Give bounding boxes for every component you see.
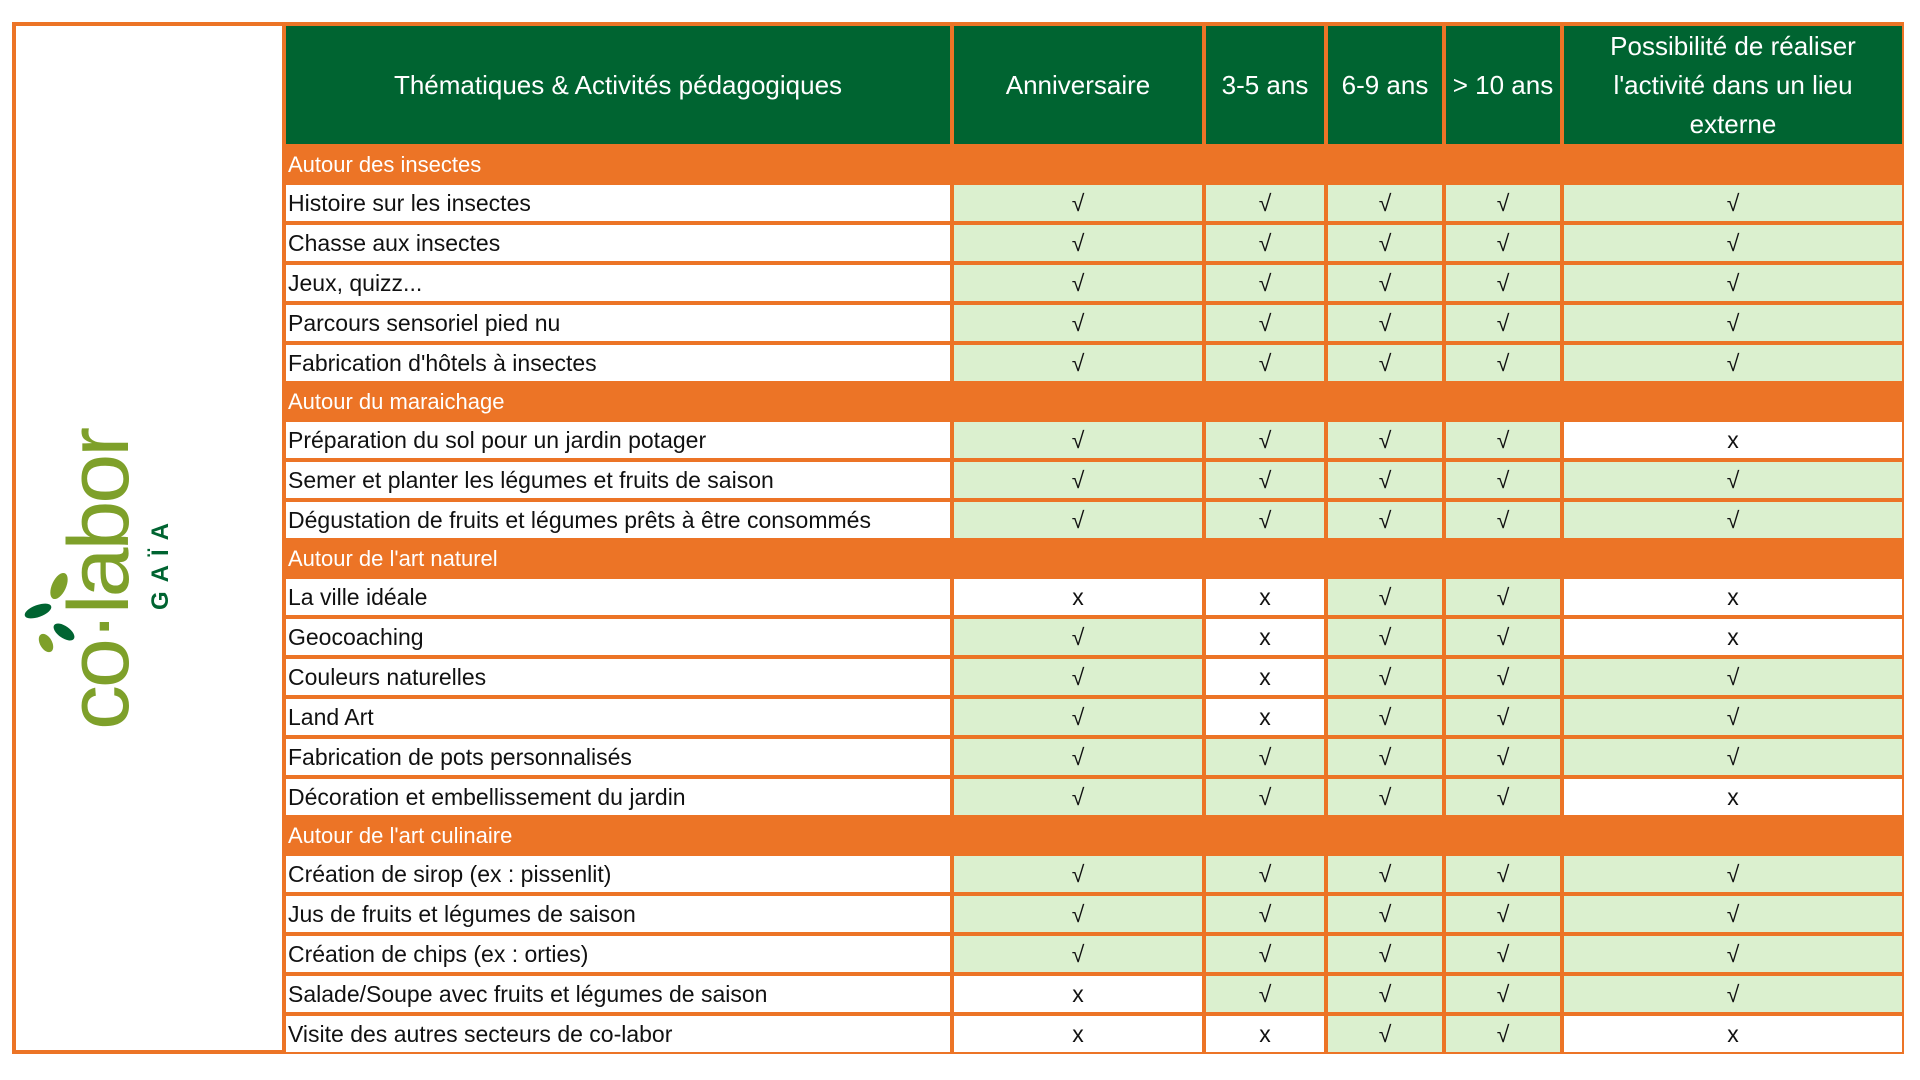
- check-mark-cell: √: [1444, 894, 1562, 934]
- check-mark-cell: √: [952, 777, 1204, 817]
- cross-mark-cell: x: [1562, 777, 1902, 817]
- table-row: [286, 577, 1902, 617]
- check-mark-cell: √: [1326, 460, 1444, 500]
- check-mark-cell: √: [952, 697, 1204, 737]
- check-mark-cell: √: [1204, 343, 1326, 383]
- check-mark-cell: √: [952, 303, 1204, 343]
- cross-mark-cell: x: [1204, 617, 1326, 657]
- check-mark-cell: √: [952, 500, 1204, 540]
- check-mark-cell: √: [952, 737, 1204, 777]
- check-mark-cell: √: [952, 657, 1204, 697]
- cross-mark-cell: x: [1562, 617, 1902, 657]
- cross-mark-cell: x: [1204, 657, 1326, 697]
- activity-label: Préparation du sol pour un jardin potager: [286, 420, 952, 460]
- activity-label: Parcours sensoriel pied nu: [286, 303, 952, 343]
- check-mark-cell: √: [1444, 460, 1562, 500]
- check-mark-cell: √: [1204, 223, 1326, 263]
- cross-mark-cell: x: [1562, 1014, 1902, 1052]
- check-mark-cell: √: [1326, 617, 1444, 657]
- logo-panel: [16, 26, 286, 1050]
- check-mark-cell: √: [952, 343, 1204, 383]
- check-mark-cell: √: [1444, 183, 1562, 223]
- check-mark-cell: √: [952, 894, 1204, 934]
- table-row: [286, 183, 1902, 223]
- section-title: Autour de l'art culinaire: [286, 817, 1902, 854]
- check-mark-cell: √: [1326, 303, 1444, 343]
- activity-label: Histoire sur les insectes: [286, 183, 952, 223]
- check-mark-cell: √: [1326, 934, 1444, 974]
- activities-table: [286, 26, 1902, 1052]
- check-mark-cell: √: [1204, 500, 1326, 540]
- table-body: [286, 146, 1902, 1052]
- section-title: Autour des insectes: [286, 146, 1902, 183]
- check-mark-cell: √: [1562, 894, 1902, 934]
- check-mark-cell: √: [1204, 263, 1326, 303]
- activities-grid: [286, 26, 1900, 1050]
- check-mark-cell: √: [1204, 934, 1326, 974]
- activities-table-frame: [12, 22, 1904, 1054]
- table-row: [286, 657, 1902, 697]
- check-mark-cell: √: [1444, 263, 1562, 303]
- check-mark-cell: √: [1444, 617, 1562, 657]
- check-mark-cell: √: [952, 183, 1204, 223]
- check-mark-cell: √: [1444, 737, 1562, 777]
- activity-label: La ville idéale: [286, 577, 952, 617]
- check-mark-cell: √: [1562, 500, 1902, 540]
- check-mark-cell: √: [1326, 1014, 1444, 1052]
- colabor-logo: [16, 26, 282, 1050]
- check-mark-cell: √: [1326, 420, 1444, 460]
- header-activities: Thématiques & Activités pédagogiques: [286, 26, 952, 146]
- header-row: [286, 26, 1902, 146]
- check-mark-cell: √: [1326, 974, 1444, 1014]
- check-mark-cell: √: [1326, 894, 1444, 934]
- check-mark-cell: √: [952, 420, 1204, 460]
- check-mark-cell: √: [1444, 657, 1562, 697]
- check-mark-cell: √: [1204, 894, 1326, 934]
- check-mark-cell: √: [1204, 303, 1326, 343]
- check-mark-cell: √: [952, 460, 1204, 500]
- section-row: [286, 540, 1902, 577]
- table-row: [286, 934, 1902, 974]
- header-external-location: Possibilité de réaliser l'activité dans un lieu externe: [1562, 26, 1902, 146]
- table-row: [286, 974, 1902, 1014]
- table-row: [286, 343, 1902, 383]
- check-mark-cell: √: [1204, 183, 1326, 223]
- activity-label: Semer et planter les légumes et fruits de saison: [286, 460, 952, 500]
- check-mark-cell: √: [1326, 657, 1444, 697]
- check-mark-cell: √: [1204, 737, 1326, 777]
- check-mark-cell: √: [952, 263, 1204, 303]
- check-mark-cell: √: [1562, 737, 1902, 777]
- check-mark-cell: √: [1562, 343, 1902, 383]
- check-mark-cell: √: [1562, 934, 1902, 974]
- section-title: Autour du maraichage: [286, 383, 1902, 420]
- check-mark-cell: √: [1562, 460, 1902, 500]
- header-age-10-plus: > 10 ans: [1444, 26, 1562, 146]
- table-row: [286, 1014, 1902, 1052]
- activity-label: Couleurs naturelles: [286, 657, 952, 697]
- activity-label: Salade/Soupe avec fruits et légumes de saison: [286, 974, 952, 1014]
- table-row: [286, 303, 1902, 343]
- check-mark-cell: √: [1562, 697, 1902, 737]
- check-mark-cell: √: [1326, 223, 1444, 263]
- check-mark-cell: √: [1562, 223, 1902, 263]
- table-row: [286, 617, 1902, 657]
- activity-label: Jeux, quizz...: [286, 263, 952, 303]
- activity-label: Jus de fruits et légumes de saison: [286, 894, 952, 934]
- check-mark-cell: √: [1562, 303, 1902, 343]
- check-mark-cell: √: [1326, 263, 1444, 303]
- activity-label: Décoration et embellissement du jardin: [286, 777, 952, 817]
- cross-mark-cell: x: [1562, 420, 1902, 460]
- table-row: [286, 737, 1902, 777]
- section-row: [286, 146, 1902, 183]
- check-mark-cell: √: [1562, 974, 1902, 1014]
- table-row: [286, 420, 1902, 460]
- check-mark-cell: √: [1562, 183, 1902, 223]
- cross-mark-cell: x: [952, 577, 1204, 617]
- check-mark-cell: √: [1326, 737, 1444, 777]
- check-mark-cell: √: [1444, 777, 1562, 817]
- logo-main-text: co·labor: [51, 443, 147, 730]
- activity-label: Chasse aux insectes: [286, 223, 952, 263]
- table-row: [286, 460, 1902, 500]
- check-mark-cell: √: [1326, 577, 1444, 617]
- check-mark-cell: √: [1562, 657, 1902, 697]
- check-mark-cell: √: [952, 854, 1204, 894]
- activity-label: Fabrication de pots personnalisés: [286, 737, 952, 777]
- check-mark-cell: √: [1444, 854, 1562, 894]
- section-row: [286, 383, 1902, 420]
- cross-mark-cell: x: [1204, 1014, 1326, 1052]
- check-mark-cell: √: [1204, 777, 1326, 817]
- table-row: [286, 697, 1902, 737]
- table-row: [286, 854, 1902, 894]
- activity-label: Dégustation de fruits et légumes prêts à être consommés: [286, 500, 952, 540]
- table-row: [286, 263, 1902, 303]
- check-mark-cell: √: [1204, 460, 1326, 500]
- activity-label: Geocoaching: [286, 617, 952, 657]
- table-row: [286, 894, 1902, 934]
- check-mark-cell: √: [1204, 854, 1326, 894]
- check-mark-cell: √: [1326, 500, 1444, 540]
- check-mark-cell: √: [1562, 263, 1902, 303]
- check-mark-cell: √: [1444, 697, 1562, 737]
- check-mark-cell: √: [1326, 697, 1444, 737]
- activity-label: Land Art: [286, 697, 952, 737]
- check-mark-cell: √: [1444, 500, 1562, 540]
- check-mark-cell: √: [1326, 777, 1444, 817]
- logo-sub-text: GAÏA: [147, 514, 174, 610]
- check-mark-cell: √: [1204, 974, 1326, 1014]
- check-mark-cell: √: [952, 223, 1204, 263]
- check-mark-cell: √: [1444, 1014, 1562, 1052]
- section-row: [286, 817, 1902, 854]
- header-anniversaire: Anniversaire: [952, 26, 1204, 146]
- activity-label: Fabrication d'hôtels à insectes: [286, 343, 952, 383]
- section-title: Autour de l'art naturel: [286, 540, 1902, 577]
- check-mark-cell: √: [1444, 223, 1562, 263]
- check-mark-cell: √: [1204, 420, 1326, 460]
- check-mark-cell: √: [952, 934, 1204, 974]
- header-age-6-9: 6-9 ans: [1326, 26, 1444, 146]
- check-mark-cell: √: [1326, 343, 1444, 383]
- cross-mark-cell: x: [1204, 577, 1326, 617]
- table-row: [286, 777, 1902, 817]
- cross-mark-cell: x: [952, 974, 1204, 1014]
- check-mark-cell: √: [1562, 854, 1902, 894]
- check-mark-cell: √: [1444, 934, 1562, 974]
- check-mark-cell: √: [952, 617, 1204, 657]
- check-mark-cell: √: [1444, 303, 1562, 343]
- table-row: [286, 223, 1902, 263]
- activity-label: Visite des autres secteurs de co-labor: [286, 1014, 952, 1052]
- header-age-3-5: 3-5 ans: [1204, 26, 1326, 146]
- cross-mark-cell: x: [1204, 697, 1326, 737]
- check-mark-cell: √: [1444, 577, 1562, 617]
- check-mark-cell: √: [1444, 974, 1562, 1014]
- cross-mark-cell: x: [952, 1014, 1204, 1052]
- check-mark-cell: √: [1326, 854, 1444, 894]
- activity-label: Création de sirop (ex : pissenlit): [286, 854, 952, 894]
- table-row: [286, 500, 1902, 540]
- check-mark-cell: √: [1444, 420, 1562, 460]
- check-mark-cell: √: [1444, 343, 1562, 383]
- activity-label: Création de chips (ex : orties): [286, 934, 952, 974]
- cross-mark-cell: x: [1562, 577, 1902, 617]
- check-mark-cell: √: [1326, 183, 1444, 223]
